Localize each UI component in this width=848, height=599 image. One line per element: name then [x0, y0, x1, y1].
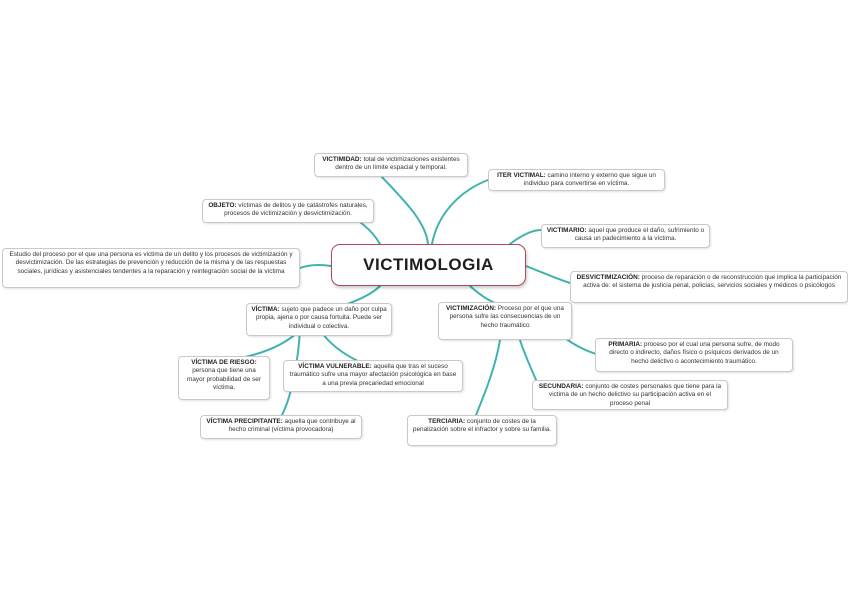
primaria-text: proceso por el cual una persona sufre, de modo directo o indirecto, daños físico o psíquicos derivados de un hecho delictivo o acontecimiento traumático. [609, 341, 780, 365]
victima-riesgo-text: persona que tiene una mayor probabilidad de ser víctima. [187, 367, 261, 391]
secundaria-text: conjunto de costes personales que tiene para la victima de un hecho delictivo su participación activa en el proceso penal [549, 383, 722, 407]
node-victima-vulnerable[interactable] [283, 360, 463, 392]
desvictimizacion-text: proceso de reparación o de reconstrucción que implica la participación activa de: el sistema de justicia penal, policías, servicios sociales y médicos o psicólogos [583, 274, 842, 290]
central-topic[interactable] [331, 244, 526, 286]
victimizacion-label: VICTIMIZACIÓN: [446, 305, 498, 312]
node-objeto[interactable] [202, 199, 374, 223]
terciaria-label: TERCIARIA: [428, 418, 467, 425]
victima-vulnerable-label: VÍCTIMA VULNERABLE: [298, 363, 374, 370]
link-iter-victimal [432, 180, 488, 244]
victima-precipitante-label: VÍCTIMA PRECIPITANTE: [206, 418, 285, 425]
estudio-text: Estudio del proceso por el que una persona es victima de un delito y los procesos de victimización y desvictimización. De las estrategias de prevención y reducción de la misma y de las respuestas sociales, jurídicas y asistenciales tendentes a la reparación y reintegración social de la víctima [9, 251, 293, 275]
terciaria-text: conjunto de costes de la penalización sobre el infractor y sobre su familia. [412, 418, 552, 434]
desvictimizacion-label: DESVICTIMIZACIÓN: [576, 274, 642, 281]
link-estudio [300, 265, 331, 268]
objeto-label: OBJETO: [208, 202, 239, 209]
iter-victimal-label: ITER VICTIMAL: [497, 172, 548, 179]
victima-text: sujeto que padece un daño por culpa propia, ajena o por causa fortuita. Puede ser individual o colectiva. [255, 306, 387, 330]
victimario-text: aquel que produce el daño, sufrimiento o causa un padecimiento a la víctima. [574, 227, 705, 243]
node-victima-riesgo[interactable] [178, 356, 270, 400]
victimidad-text: total de victimizaciones existentes dentro de un límite espacial y temporal. [335, 156, 460, 172]
victima-label: VÍCTIMA: [251, 306, 282, 313]
victimario-label: VICTIMARIO: [546, 227, 589, 234]
objeto-text: víctimas de delitos y de catástrofes naturales, procesos de victimización y desvictimización. [224, 202, 368, 218]
victimizacion-text: Proceso por el que una persona sufre las consecuencias de un hecho traumático [449, 305, 564, 329]
victima-precipitante-text: aquella que contribuye al hecho criminal (víctima provocadora) [228, 418, 356, 434]
primaria-label: PRIMARIA: [608, 341, 644, 348]
link-victimario [510, 230, 541, 244]
node-victimidad[interactable] [314, 153, 468, 177]
node-secundaria[interactable] [532, 380, 728, 410]
node-primaria[interactable] [595, 338, 793, 372]
node-victimizacion[interactable] [438, 302, 572, 340]
node-terciaria[interactable] [407, 415, 557, 446]
iter-victimal-text: camino interno y externo que sigue un individuo para convertirse en víctima. [523, 172, 656, 188]
node-estudio[interactable] [2, 248, 300, 288]
node-desvictimizacion[interactable] [570, 271, 848, 303]
link-desvictimizacion [526, 266, 570, 283]
victimidad-label: VICTIMIDAD: [322, 156, 364, 163]
victima-riesgo-label: VÍCTIMA DE RIESGO: [191, 359, 257, 366]
node-victima[interactable] [246, 303, 392, 336]
link-terciaria [476, 340, 500, 415]
node-iter-victimal[interactable] [488, 169, 665, 191]
victima-vulnerable-text: aquella que tras el suceso traumático sufre una mayor afectación psicológica en base a una previa precariedad emocional [289, 363, 457, 387]
secundaria-label: SECUNDARIA: [538, 383, 586, 390]
central-topic-title: VICTIMOLOGIA [363, 255, 494, 274]
node-victimario[interactable] [541, 224, 710, 248]
node-victima-precipitante[interactable] [200, 415, 362, 439]
link-victimidad [380, 175, 428, 244]
